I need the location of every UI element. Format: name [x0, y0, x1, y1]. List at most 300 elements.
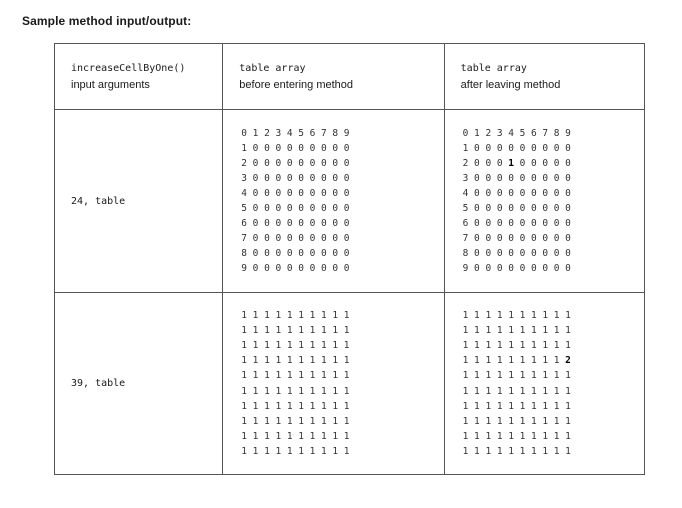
- grid-value: 0: [542, 218, 549, 230]
- grid-value: 0: [485, 142, 492, 154]
- grid-row: [241, 414, 443, 429]
- grid-value: 1: [519, 430, 526, 442]
- grid-value: 1: [565, 400, 571, 412]
- grid-value: 1: [508, 400, 514, 412]
- grid-value: 0: [286, 187, 293, 199]
- grid-value: 0: [264, 142, 270, 154]
- grid-value: 1: [275, 385, 282, 397]
- grid-value: 1: [321, 385, 327, 397]
- grid-value: 1: [286, 445, 293, 457]
- grid-value: 1: [496, 400, 503, 412]
- grid-value: 1: [474, 430, 480, 442]
- grid-value: 1: [553, 355, 560, 367]
- grid-value: 0: [252, 263, 259, 275]
- grid-value: 1: [252, 430, 259, 442]
- grid-value: 1: [553, 415, 560, 427]
- grid-value: 0: [264, 203, 270, 214]
- grid-row: [463, 126, 644, 141]
- grid-value: 0: [542, 142, 549, 154]
- grid-row: [463, 429, 644, 444]
- grid-value: 7: [462, 233, 469, 245]
- grid-value: 1: [519, 415, 526, 427]
- grid-value: 1: [298, 325, 304, 337]
- grid-value: 0: [309, 157, 316, 169]
- grid-value: 0: [252, 203, 259, 214]
- grid-value: 1: [309, 355, 316, 367]
- grid-value: 6: [462, 218, 469, 230]
- grid-value: 0: [241, 127, 248, 139]
- grid-value: 0: [531, 218, 537, 230]
- grid-row: [241, 261, 443, 276]
- grid-row: [463, 186, 644, 201]
- grid-value: 1: [542, 340, 549, 352]
- grid-value: 0: [496, 172, 503, 184]
- grid-value: 1: [531, 370, 537, 382]
- grid-value: 1: [298, 400, 304, 412]
- grid-value: 1: [286, 310, 293, 322]
- grid-value: 3: [241, 172, 248, 184]
- grid-value: 1: [485, 415, 492, 427]
- grid-value: 0: [321, 233, 327, 245]
- grid-value: 1: [474, 127, 480, 139]
- grid-value: 0: [264, 248, 270, 260]
- grid-value: 1: [474, 355, 480, 367]
- header-before: [223, 44, 444, 110]
- grid-value: 0: [553, 157, 560, 169]
- grid-value: 1: [565, 445, 571, 457]
- grid-value: 1: [519, 445, 526, 457]
- grid-value: 0: [553, 142, 560, 154]
- grid-value: 0: [321, 142, 327, 154]
- grid-row: [463, 353, 644, 368]
- grid-value: 1: [241, 355, 248, 367]
- input-args-cell: 24, table: [55, 110, 223, 293]
- grid-value: 0: [343, 248, 350, 260]
- grid-value: 1: [309, 385, 316, 397]
- grid-value: 0: [485, 218, 492, 230]
- grid-row: [241, 171, 443, 186]
- grid-value: 0: [332, 248, 339, 260]
- grid-row: [463, 231, 644, 246]
- grid-value: 1: [462, 445, 469, 457]
- grid-row: [241, 126, 443, 141]
- grid-value: 0: [309, 187, 316, 199]
- grid-value: 1: [298, 355, 304, 367]
- grid-value: 0: [252, 157, 259, 169]
- grid-value: 0: [542, 248, 549, 260]
- grid-value: 1: [542, 355, 549, 367]
- grid-value: 1: [286, 370, 293, 382]
- grid-value: 1: [309, 415, 316, 427]
- grid-value: 1: [332, 385, 339, 397]
- grid-row: [463, 338, 644, 353]
- grid-value: 9: [462, 263, 469, 275]
- grid-value: 1: [275, 445, 282, 457]
- grid-value: 1: [565, 340, 571, 352]
- grid-value: 8: [332, 127, 339, 139]
- grid-value: 1: [252, 355, 259, 367]
- grid-value: 1: [474, 310, 480, 322]
- grid-value: 0: [474, 187, 480, 199]
- grid-value: 0: [275, 248, 282, 260]
- grid-value: 0: [496, 157, 503, 169]
- grid-value: 1: [321, 445, 327, 457]
- grid-value: 0: [531, 187, 537, 199]
- grid-value: 1: [241, 430, 248, 442]
- grid-value: 0: [519, 218, 526, 230]
- grid-value: 0: [496, 203, 503, 214]
- grid-value: 1: [519, 340, 526, 352]
- grid-value: 8: [241, 248, 248, 260]
- before-grid: [223, 126, 443, 277]
- grid-value: 0: [496, 263, 503, 275]
- grid-value: 1: [321, 325, 327, 337]
- grid-value: 0: [286, 203, 293, 214]
- grid-value: 1: [343, 400, 350, 412]
- grid-value: 0: [474, 248, 480, 260]
- grid-row: [463, 171, 644, 186]
- grid-value: 0: [275, 142, 282, 154]
- grid-value: 0: [565, 233, 571, 245]
- grid-value: 1: [264, 445, 270, 457]
- grid-value: 0: [298, 248, 304, 260]
- grid-value: 1: [343, 325, 350, 337]
- grid-value: 0: [474, 263, 480, 275]
- after-label: after leaving method: [460, 78, 561, 91]
- grid-row: [241, 186, 443, 201]
- grid-value: 1: [332, 415, 339, 427]
- grid-value: 5: [298, 127, 304, 139]
- grid-value: 1: [508, 385, 514, 397]
- grid-value: 0: [542, 233, 549, 245]
- grid-value: 1: [241, 415, 248, 427]
- grid-value: 0: [531, 172, 537, 184]
- grid-value: 0: [474, 218, 480, 230]
- grid-value: 1: [275, 430, 282, 442]
- grid-value: 1: [264, 340, 270, 352]
- grid-value: 0: [485, 263, 492, 275]
- grid-value: 1: [241, 325, 248, 337]
- grid-value: 0: [553, 203, 560, 214]
- grid-value: 1: [298, 430, 304, 442]
- grid-value: 1: [264, 310, 270, 322]
- grid-value: 0: [298, 142, 304, 154]
- grid-value: 0: [309, 142, 316, 154]
- grid-value: 1: [508, 415, 514, 427]
- grid-row: [241, 384, 443, 399]
- grid-value: 0: [309, 218, 316, 230]
- grid-value: 0: [508, 248, 514, 260]
- grid-value: 1: [298, 445, 304, 457]
- grid-value: 1: [264, 400, 270, 412]
- grid-value: 0: [321, 203, 327, 214]
- grid-value: 1: [241, 370, 248, 382]
- grid-value: 0: [332, 142, 339, 154]
- grid-value: 1: [531, 340, 537, 352]
- grid-value: 0: [343, 218, 350, 230]
- grid-value: 1: [241, 142, 248, 154]
- grid-value: 0: [298, 233, 304, 245]
- grid-row: [241, 338, 443, 353]
- grid-value: 1: [332, 325, 339, 337]
- example-row: [55, 293, 645, 475]
- input-args-cell: 39, table: [55, 293, 223, 475]
- grid-value: 0: [298, 203, 304, 214]
- grid-value: 0: [553, 187, 560, 199]
- grid-value: 0: [321, 248, 327, 260]
- grid-value: 1: [553, 400, 560, 412]
- grid-value: 1: [531, 400, 537, 412]
- grid-value: 1: [343, 310, 350, 322]
- grid-value: 1: [519, 385, 526, 397]
- grid-value: 0: [496, 248, 503, 260]
- grid-value: 0: [332, 172, 339, 184]
- before-label: before entering method: [239, 78, 354, 91]
- grid-value: 9: [241, 263, 248, 275]
- grid-value: 1: [332, 355, 339, 367]
- grid-value: 0: [496, 187, 503, 199]
- grid-value: 1: [252, 310, 259, 322]
- grid-value: 1: [252, 370, 259, 382]
- grid-value: 0: [275, 157, 282, 169]
- grid-value: 8: [553, 127, 560, 139]
- grid-value: 1: [343, 355, 350, 367]
- grid-value: 1: [496, 430, 503, 442]
- grid-row: [241, 231, 443, 246]
- grid-value: 1: [343, 415, 350, 427]
- grid-value: 0: [309, 233, 316, 245]
- grid-value: 1: [275, 340, 282, 352]
- grid-value: 5: [519, 127, 526, 139]
- grid-value: 0: [485, 157, 492, 169]
- grid-value: 1: [298, 340, 304, 352]
- grid-value: 0: [309, 172, 316, 184]
- after-grid: [445, 308, 644, 459]
- grid-row: [463, 216, 644, 231]
- grid-value: 1: [474, 325, 480, 337]
- grid-value: 1: [474, 415, 480, 427]
- grid-row: [241, 353, 443, 368]
- grid-value: 1: [508, 370, 514, 382]
- grid-value: 0: [343, 263, 350, 275]
- grid-value: 0: [332, 157, 339, 169]
- grid-value: 1: [343, 385, 350, 397]
- grid-value: 1: [485, 325, 492, 337]
- grid-value: 3: [275, 127, 282, 139]
- grid-value: 1: [462, 142, 469, 154]
- grid-value: 0: [508, 172, 514, 184]
- grid-row: [463, 246, 644, 261]
- grid-value: 0: [474, 233, 480, 245]
- grid-value: 1: [565, 415, 571, 427]
- after-grid-cell: [444, 293, 644, 475]
- grid-value: 0: [343, 172, 350, 184]
- grid-value: 9: [343, 127, 350, 139]
- grid-value: 1: [531, 310, 537, 322]
- header-row: [55, 44, 645, 110]
- grid-value: 0: [508, 187, 514, 199]
- grid-value: 0: [286, 233, 293, 245]
- grid-value: 0: [332, 187, 339, 199]
- grid-value: 1: [309, 430, 316, 442]
- grid-value: 0: [321, 263, 327, 275]
- grid-value: 1: [241, 385, 248, 397]
- grid-value: 0: [321, 187, 327, 199]
- grid-value: 1: [309, 370, 316, 382]
- table-array-label-before: table array: [239, 62, 306, 74]
- grid-value: 1: [264, 415, 270, 427]
- grid-value: 1: [252, 385, 259, 397]
- grid-value: 1: [332, 340, 339, 352]
- sample-io-table: [54, 43, 645, 475]
- grid-value: 1: [508, 445, 514, 457]
- grid-value: 1: [519, 400, 526, 412]
- grid-row: [463, 201, 644, 216]
- grid-value: 0: [474, 172, 480, 184]
- grid-value: 1: [565, 310, 571, 322]
- grid-value: 0: [508, 142, 514, 154]
- grid-value: 2: [241, 157, 248, 169]
- before-grid-cell: [223, 293, 444, 475]
- grid-value: 1: [264, 430, 270, 442]
- grid-value: 0: [531, 263, 537, 275]
- grid-value: 0: [252, 218, 259, 230]
- grid-value: 1: [553, 385, 560, 397]
- grid-value: 1: [508, 340, 514, 352]
- grid-value: 0: [531, 142, 537, 154]
- grid-value: 0: [496, 233, 503, 245]
- grid-value: 1: [343, 340, 350, 352]
- grid-value: 0: [332, 218, 339, 230]
- grid-value: 1: [286, 415, 293, 427]
- grid-value: 0: [553, 248, 560, 260]
- grid-value: 0: [343, 203, 350, 214]
- grid-value: 1: [519, 355, 526, 367]
- grid-value: 1: [309, 340, 316, 352]
- grid-value: 1: [508, 325, 514, 337]
- grid-value: 1: [519, 325, 526, 337]
- grid-value: 1: [496, 355, 503, 367]
- grid-value: 1: [496, 445, 503, 457]
- grid-value: 1: [565, 370, 571, 382]
- grid-value: 1: [485, 445, 492, 457]
- grid-value: 1: [542, 400, 549, 412]
- grid-value: 6: [531, 127, 537, 139]
- grid-value: 1: [553, 310, 560, 322]
- grid-value: 1: [485, 340, 492, 352]
- grid-value: 1: [241, 445, 248, 457]
- grid-value: 1: [252, 325, 259, 337]
- grid-value: 0: [565, 248, 571, 260]
- grid-value: 1: [519, 370, 526, 382]
- grid-value: 1: [286, 430, 293, 442]
- grid-value: 0: [275, 172, 282, 184]
- grid-value: 0: [332, 233, 339, 245]
- grid-value: 1: [252, 127, 259, 139]
- grid-value: 1: [565, 385, 571, 397]
- grid-value: 1: [275, 415, 282, 427]
- grid-value: 0: [542, 187, 549, 199]
- grid-row: [463, 261, 644, 276]
- grid-value: 1: [542, 310, 549, 322]
- grid-value: 1: [565, 430, 571, 442]
- grid-value: 1: [508, 310, 514, 322]
- header-input-arguments: [55, 44, 223, 110]
- grid-value: 0: [252, 172, 259, 184]
- grid-value: 1: [286, 400, 293, 412]
- grid-row: [241, 216, 443, 231]
- grid-value: 1: [321, 400, 327, 412]
- grid-value: 1: [496, 325, 503, 337]
- grid-value: 1: [542, 415, 549, 427]
- grid-value: 1: [542, 430, 549, 442]
- grid-value: 0: [474, 203, 480, 214]
- grid-value: 1: [275, 310, 282, 322]
- grid-value: 1: [332, 430, 339, 442]
- grid-value: 1: [496, 340, 503, 352]
- grid-value: 1: [508, 157, 514, 169]
- grid-value: 4: [286, 127, 293, 139]
- grid-value: 1: [264, 355, 270, 367]
- grid-value: 0: [286, 172, 293, 184]
- grid-value: 1: [508, 430, 514, 442]
- after-grid-cell: [444, 110, 644, 293]
- grid-value: 1: [462, 415, 469, 427]
- grid-value: 1: [531, 385, 537, 397]
- grid-value: 1: [298, 370, 304, 382]
- grid-value: 4: [462, 187, 469, 199]
- grid-value: 0: [332, 203, 339, 214]
- grid-value: 1: [519, 310, 526, 322]
- grid-value: 1: [321, 310, 327, 322]
- grid-value: 0: [321, 218, 327, 230]
- grid-value: 0: [531, 157, 537, 169]
- grid-value: 0: [508, 263, 514, 275]
- grid-value: 8: [462, 248, 469, 260]
- grid-value: 1: [462, 310, 469, 322]
- input-arguments-label: input arguments: [71, 78, 150, 91]
- grid-value: 9: [565, 127, 571, 139]
- grid-value: 1: [286, 355, 293, 367]
- grid-value: 1: [298, 415, 304, 427]
- grid-value: 1: [485, 430, 492, 442]
- grid-row: [463, 444, 644, 459]
- grid-row: [241, 444, 443, 459]
- grid-row: [241, 141, 443, 156]
- grid-value: 0: [565, 142, 571, 154]
- grid-value: 0: [275, 218, 282, 230]
- grid-row: [241, 156, 443, 171]
- grid-value: 0: [553, 172, 560, 184]
- grid-value: 0: [485, 233, 492, 245]
- grid-value: 0: [519, 187, 526, 199]
- grid-value: 1: [542, 445, 549, 457]
- table-array-label-after: table array: [460, 62, 527, 74]
- grid-value: 2: [565, 355, 571, 367]
- grid-value: 0: [485, 203, 492, 214]
- grid-value: 1: [462, 400, 469, 412]
- grid-value: 0: [508, 203, 514, 214]
- grid-value: 0: [309, 263, 316, 275]
- grid-row: [241, 429, 443, 444]
- grid-value: 0: [264, 157, 270, 169]
- grid-row: [463, 384, 644, 399]
- grid-value: 1: [553, 430, 560, 442]
- grid-value: 0: [508, 218, 514, 230]
- grid-value: 1: [252, 445, 259, 457]
- grid-value: 0: [298, 157, 304, 169]
- grid-value: 1: [542, 370, 549, 382]
